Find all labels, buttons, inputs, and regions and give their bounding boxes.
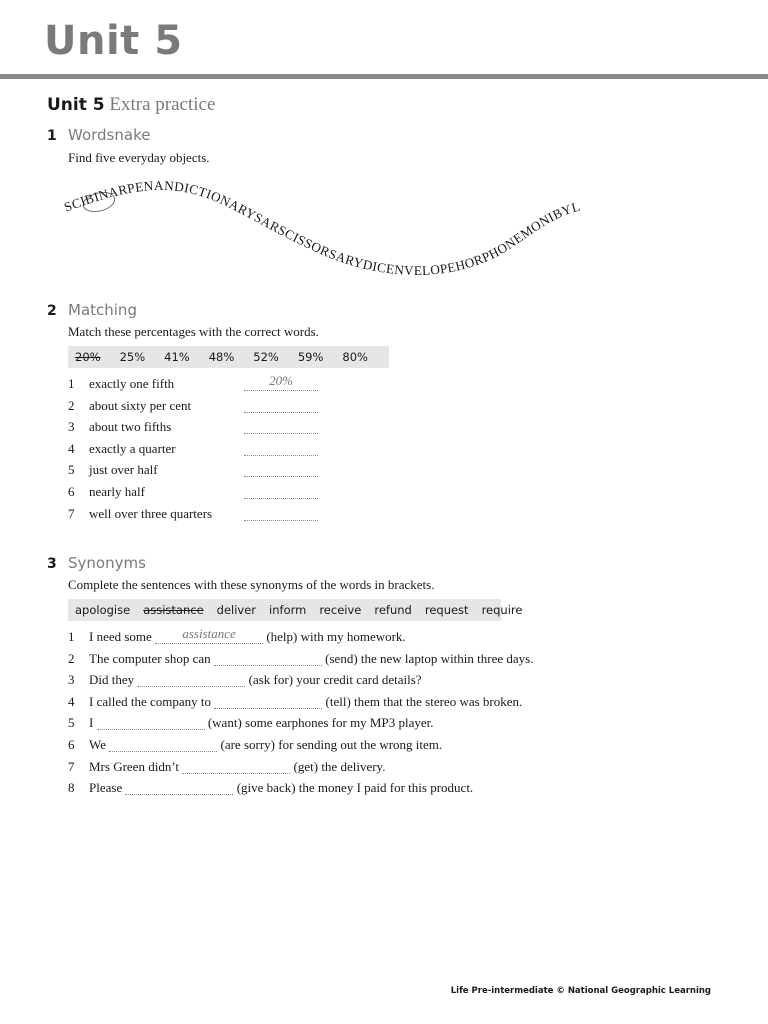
- sentence-before: I called the company to: [89, 693, 212, 709]
- section-1-title: Wordsnake: [68, 126, 151, 144]
- answer-blank[interactable]: [244, 398, 318, 413]
- sentence-after: (give back) the money I paid for this product.: [236, 780, 474, 796]
- sentence-text: [89, 715, 433, 731]
- section-2-title: Matching: [68, 301, 137, 319]
- sentence-before: I: [89, 715, 94, 731]
- wordsnake-text: SCIBINARPENANDICTIONARYSARSCISSORSARYDICENVELOPEHORPHONEMONIBYL: [61, 177, 582, 279]
- answer-blank[interactable]: [214, 651, 322, 666]
- answer-blank[interactable]: [97, 715, 205, 730]
- answer-blank[interactable]: [214, 694, 322, 709]
- percentage-option: 52%: [253, 350, 279, 364]
- synonym-option: require: [481, 603, 523, 617]
- percentage-word-box: [68, 346, 389, 368]
- percentage-option: 20%: [75, 350, 101, 364]
- item-text: well over three quarters: [89, 505, 213, 521]
- item-number: 4: [68, 440, 75, 456]
- answer-blank[interactable]: [244, 462, 318, 477]
- item-number: 3: [68, 419, 75, 435]
- item-text: nearly half: [89, 483, 145, 499]
- answer-blank[interactable]: [244, 419, 318, 434]
- answer-blank[interactable]: [155, 626, 263, 644]
- sentence-after: (get) the delivery.: [293, 758, 386, 774]
- item-number: 4: [68, 693, 75, 709]
- percentage-option: 80%: [342, 350, 368, 364]
- synonym-option: inform: [269, 603, 307, 617]
- sentence-before: We: [89, 736, 106, 752]
- item-text: exactly one fifth: [89, 376, 175, 391]
- section-3-title: Synonyms: [68, 554, 146, 572]
- wordsnake-letters: [62, 178, 582, 278]
- section-2-instruction: Match these percentages with the correct words.: [68, 324, 319, 339]
- item-text: exactly a quarter: [89, 440, 176, 456]
- sentence-before: Mrs Green didn’t: [89, 758, 180, 774]
- synonym-option: receive: [319, 603, 362, 617]
- answer-blank[interactable]: [244, 484, 318, 499]
- percentage-option: 59%: [297, 350, 324, 364]
- percentage-option: 41%: [164, 350, 190, 364]
- section-2-number: 2: [47, 303, 57, 319]
- wordsnake: [0, 170, 768, 300]
- sentence-text: [89, 780, 473, 796]
- item-number: 8: [68, 780, 75, 796]
- synonym-option: refund: [374, 603, 412, 617]
- section-1-instruction: Find five everyday objects.: [68, 150, 210, 165]
- item-text: about two fifths: [89, 419, 172, 435]
- sentence-after: (help) with my homework.: [266, 629, 406, 644]
- sentence-after: (are sorry) for sending out the wrong item.: [220, 736, 443, 752]
- item-number: 3: [68, 672, 75, 688]
- unit-header: Unit 5: [44, 18, 183, 64]
- item-number: 7: [68, 505, 75, 521]
- answer-blank[interactable]: [244, 441, 318, 456]
- answer-blank[interactable]: [137, 672, 245, 687]
- sentence-after: (tell) them that the stereo was broken.: [325, 693, 523, 709]
- synonym-option: assistance: [143, 603, 204, 617]
- section-1-heading: [47, 126, 150, 145]
- page-title: [47, 94, 215, 116]
- synonym-option: request: [424, 603, 469, 617]
- answer-blank[interactable]: [109, 737, 217, 752]
- sentence-text: [89, 694, 522, 710]
- item-number: 1: [68, 376, 75, 391]
- item-number: 2: [68, 397, 75, 413]
- item-number: 1: [68, 629, 75, 644]
- answer-blank[interactable]: [182, 759, 290, 774]
- sentence-before: The computer shop can: [89, 650, 211, 666]
- sentence-text: [89, 626, 406, 645]
- answer-blank[interactable]: [244, 373, 318, 391]
- item-number: 7: [68, 758, 75, 774]
- synonym-option: deliver: [216, 603, 257, 617]
- item-number: 6: [68, 483, 75, 499]
- item-number: 5: [68, 462, 75, 478]
- section-3-number: 3: [47, 556, 57, 572]
- item-number: 5: [68, 715, 75, 731]
- item-text: about sixty per cent: [89, 397, 192, 413]
- answer-blank[interactable]: [244, 506, 318, 521]
- section-2-heading: [47, 301, 137, 320]
- sentence-before: I need some: [89, 629, 152, 644]
- sentence-before: Did they: [89, 672, 135, 688]
- sentence-text: [89, 759, 385, 775]
- page-title-text: Extra practice: [109, 94, 216, 115]
- header-rule: [0, 74, 768, 79]
- synonym-option: apologise: [75, 603, 131, 617]
- section-3-heading: [47, 554, 146, 573]
- page-title-unit: Unit 5: [47, 95, 105, 115]
- section-1-number: 1: [47, 128, 57, 144]
- sentence-text: [89, 672, 422, 688]
- percentage-option: 48%: [208, 350, 235, 364]
- sentence-after: (send) the new laptop within three days.: [325, 650, 534, 666]
- footer-credit: Life Pre-intermediate © National Geographic Learning: [450, 986, 711, 996]
- item-number: 2: [68, 650, 75, 666]
- sentence-after: (want) some earphones for my MP3 player.: [207, 715, 434, 731]
- synonym-word-box: [68, 599, 523, 621]
- sentence-after: (ask for) your credit card details?: [248, 672, 422, 688]
- item-number: 6: [68, 736, 75, 752]
- answer-text: assistance: [182, 626, 236, 641]
- percentage-option: 25%: [119, 350, 146, 364]
- section-3-instruction: Complete the sentences with these synonyms of the words in brackets.: [68, 577, 435, 592]
- answer-blank[interactable]: [125, 780, 233, 795]
- sentence-before: Please: [89, 780, 123, 796]
- answer-text: 20%: [269, 373, 293, 388]
- item-text: just over half: [89, 462, 158, 478]
- sentence-text: [89, 651, 533, 667]
- sentence-text: [89, 737, 442, 753]
